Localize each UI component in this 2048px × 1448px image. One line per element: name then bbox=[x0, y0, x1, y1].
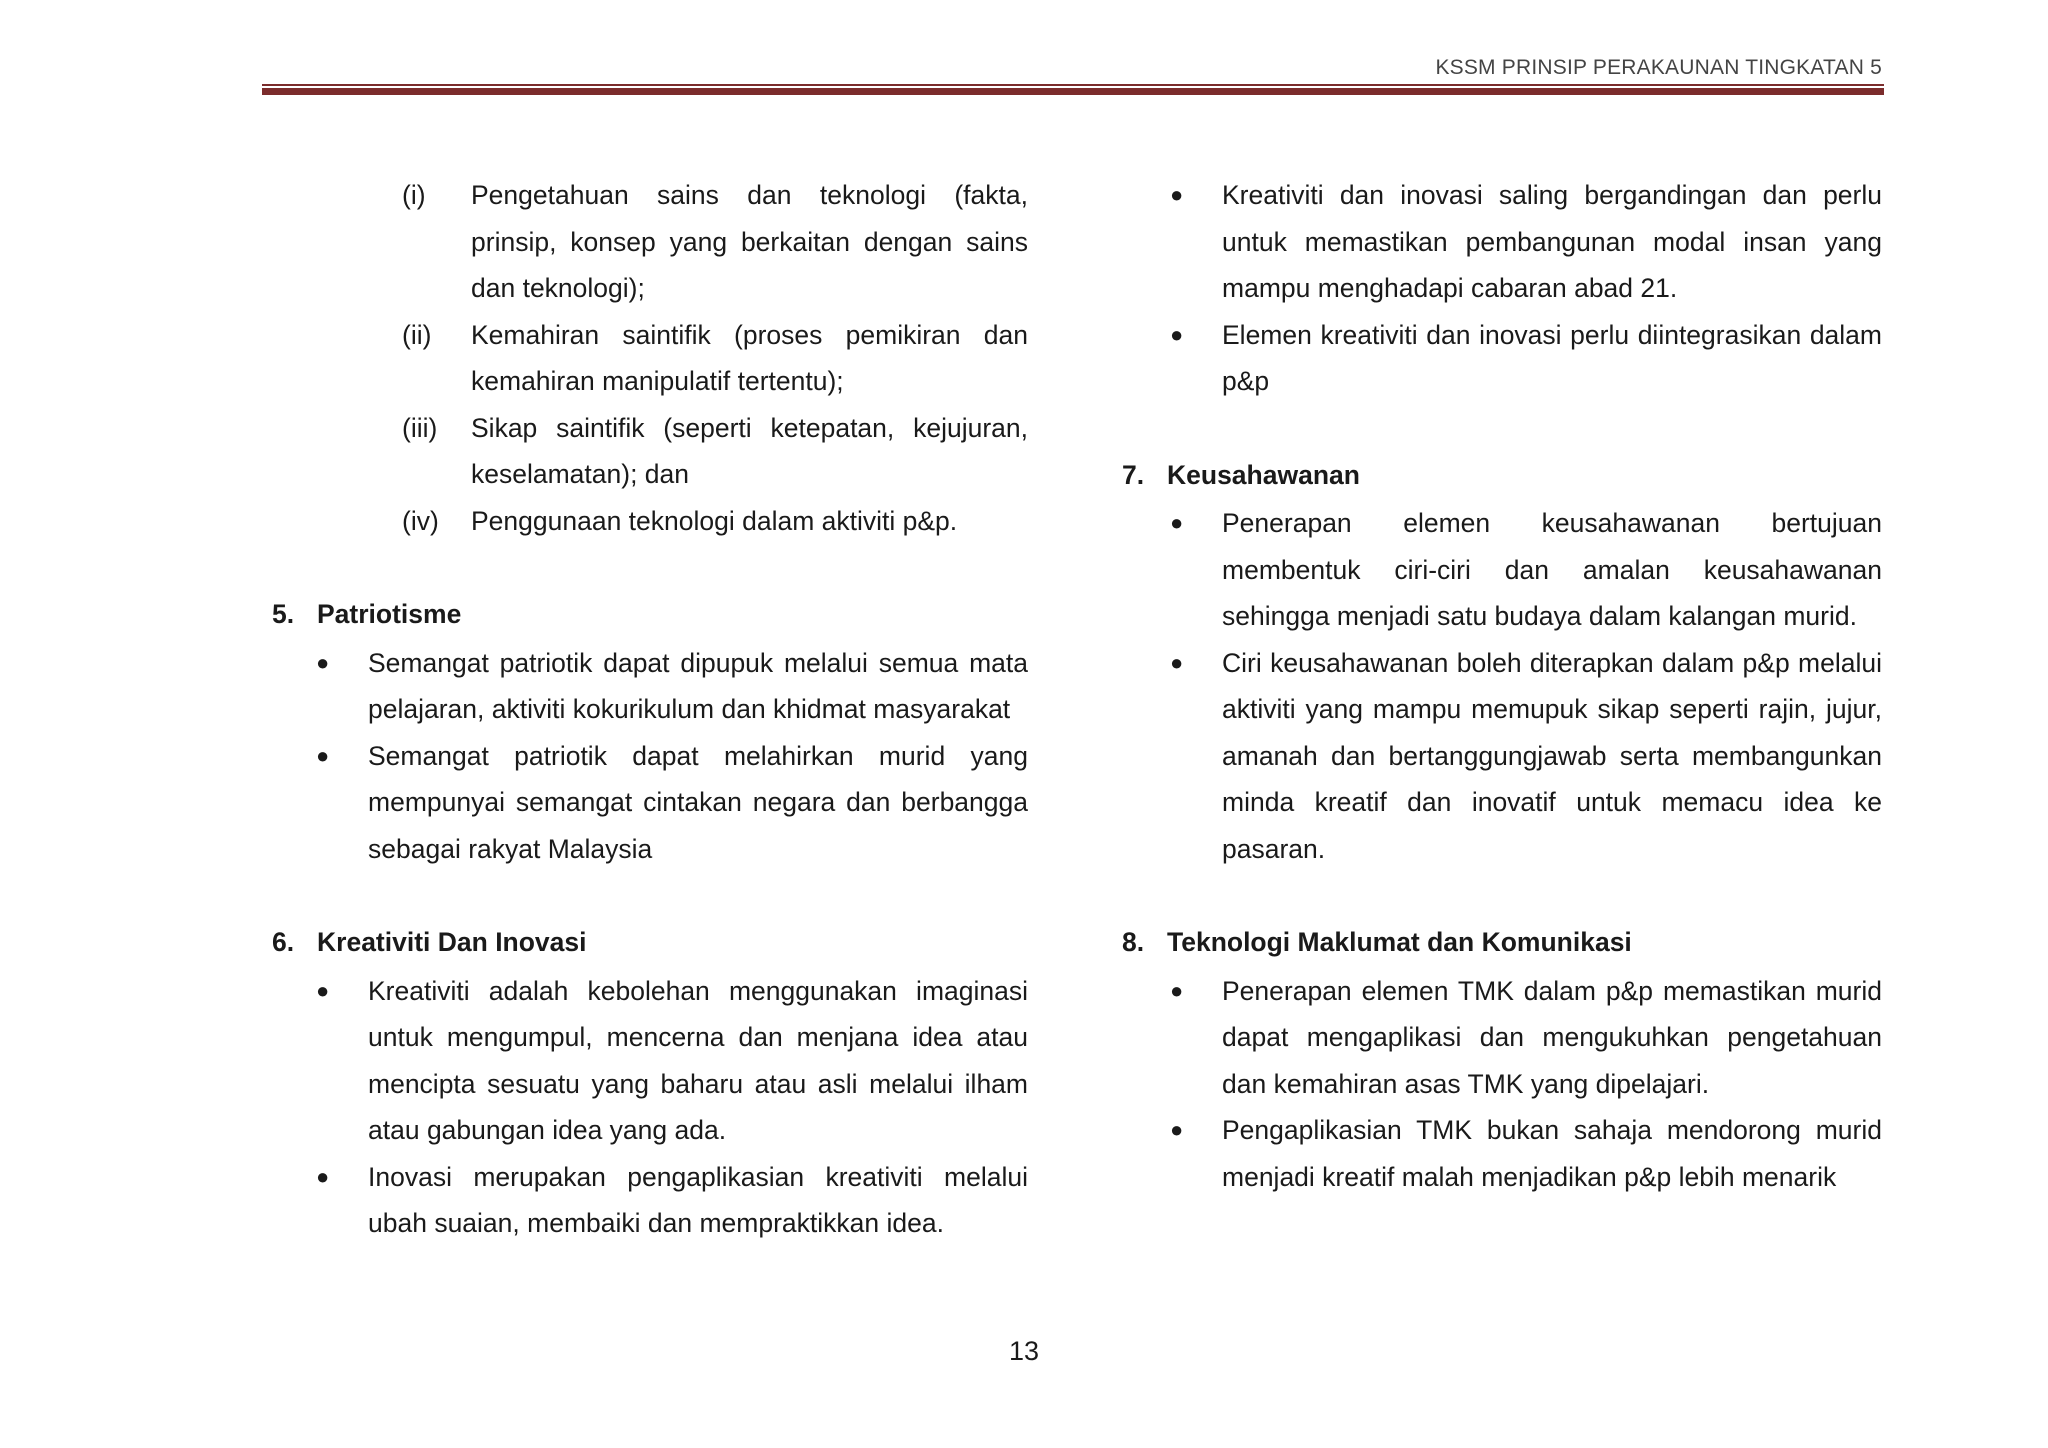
running-header: KSSM PRINSIP PERAKAUNAN TINGKATAN 5 bbox=[1435, 56, 1882, 79]
right-column bbox=[1122, 172, 1882, 1200]
bullet-item bbox=[1122, 500, 1882, 640]
section-heading-patriotisme bbox=[272, 591, 1028, 638]
section-title: Teknologi Maklumat dan Komunikasi bbox=[1167, 927, 1632, 957]
section-number: 7. bbox=[1122, 459, 1145, 490]
bullet-list bbox=[272, 968, 1028, 1247]
header-rule-thin bbox=[262, 84, 1884, 86]
section-number: 5. bbox=[272, 599, 295, 629]
roman-list bbox=[402, 172, 1028, 544]
section-heading-teknologi-maklumat-dan-komunikasi bbox=[1122, 919, 1882, 966]
roman-item bbox=[402, 172, 1028, 312]
bullet-list bbox=[1122, 500, 1882, 872]
bullet-item bbox=[272, 1154, 1028, 1247]
bullet-icon: ● bbox=[316, 649, 330, 675]
roman-marker: (iii) bbox=[402, 412, 438, 443]
bullet-text: Kreativiti adalah kebolehan menggunakan imaginasi untuk mengumpul, mencerna dan menjana idea atau mencipta sesuatu yang baharu atau asli melalui ilham atau gabungan idea yang ada. bbox=[368, 975, 1028, 1145]
bullet-item bbox=[272, 733, 1028, 873]
header-rule-thick bbox=[262, 88, 1884, 95]
bullet-item bbox=[1122, 312, 1882, 405]
bullet-list bbox=[272, 640, 1028, 873]
section-heading-kreativiti-dan-inovasi bbox=[272, 919, 1028, 966]
bullet-item bbox=[272, 968, 1028, 1154]
section-heading-keusahawanan bbox=[1122, 452, 1882, 499]
section-title: Patriotisme bbox=[317, 599, 462, 629]
bullet-icon: ● bbox=[1170, 1117, 1184, 1142]
roman-item bbox=[402, 405, 1028, 498]
bullet-text: Penerapan elemen TMK dalam p&p memastikan murid dapat mengaplikasi dan mengukuhkan pengetahuan dan kemahiran asas TMK yang dipelajari. bbox=[1222, 975, 1882, 1099]
section-number: 6. bbox=[272, 927, 295, 957]
bullet-text: Inovasi merupakan pengaplikasian kreativiti melalui ubah suaian, membaiki dan mempraktikkan idea. bbox=[368, 1161, 1028, 1238]
bullet-icon: ● bbox=[316, 1163, 330, 1189]
bullet-item bbox=[1122, 1107, 1882, 1200]
section-number: 8. bbox=[1122, 927, 1145, 957]
roman-text: Kemahiran saintifik (proses pemikiran dan kemahiran manipulatif tertentu); bbox=[471, 319, 1028, 396]
roman-item bbox=[402, 312, 1028, 405]
bullet-text: Pengaplikasian TMK bukan sahaja mendorong murid menjadi kreatif malah menjadikan p&p lebih menarik bbox=[1222, 1115, 1882, 1192]
roman-item bbox=[402, 498, 1028, 545]
bullet-icon: ● bbox=[1170, 649, 1184, 675]
bullet-list bbox=[1122, 968, 1882, 1201]
bullet-icon: ● bbox=[1170, 977, 1184, 1003]
page-number: 13 bbox=[1008, 1336, 1040, 1366]
bullet-icon: ● bbox=[1170, 182, 1184, 207]
bullet-item bbox=[1122, 968, 1882, 1108]
left-column bbox=[272, 172, 1028, 1247]
roman-marker: (iv) bbox=[402, 505, 439, 536]
bullet-text: Kreativiti dan inovasi saling bergandingan dan perlu untuk memastikan pembangunan modal insan yang mampu menghadapi cabaran abad 21. bbox=[1222, 180, 1882, 303]
bullet-text: Ciri keusahawanan boleh diterapkan dalam p&p melalui aktiviti yang mampu memupuk sikap seperti rajin, jujur, amanah dan bertanggungjawab serta membangunkan minda kreatif dan inovatif untuk memacu idea ke pasaran. bbox=[1222, 647, 1882, 864]
bullet-text: Semangat patriotik dapat dipupuk melalui semua mata pelajaran, aktiviti kokurikulum dan khidmat masyarakat bbox=[368, 647, 1028, 724]
roman-marker: (ii) bbox=[402, 319, 432, 350]
bullet-text: Penerapan elemen keusahawanan bertujuan membentuk ciri-ciri dan amalan keusahawanan sehingga menjadi satu budaya dalam kalangan murid. bbox=[1222, 508, 1882, 631]
bullet-icon: ● bbox=[1170, 510, 1184, 535]
roman-text: Penggunaan teknologi dalam aktiviti p&p. bbox=[471, 505, 958, 536]
roman-marker: (i) bbox=[402, 180, 426, 210]
bullet-text: Elemen kreativiti dan inovasi perlu diintegrasikan dalam p&p bbox=[1222, 319, 1882, 396]
bullet-list bbox=[1122, 172, 1882, 405]
bullet-icon: ● bbox=[1170, 321, 1184, 347]
section-title: Keusahawanan bbox=[1167, 459, 1360, 490]
bullet-item bbox=[1122, 172, 1882, 312]
roman-text: Sikap saintifik (seperti ketepatan, kejujuran, keselamatan); dan bbox=[471, 412, 1028, 489]
bullet-icon: ● bbox=[316, 977, 330, 1003]
bullet-item bbox=[272, 640, 1028, 733]
bullet-item bbox=[1122, 640, 1882, 873]
bullet-text: Semangat patriotik dapat melahirkan murid yang mempunyai semangat cintakan negara dan berbangga sebagai rakyat Malaysia bbox=[368, 740, 1028, 864]
section-title: Kreativiti Dan Inovasi bbox=[317, 927, 587, 957]
bullet-icon: ● bbox=[316, 742, 330, 768]
roman-text: Pengetahuan sains dan teknologi (fakta, prinsip, konsep yang berkaitan dengan sains dan teknologi); bbox=[471, 180, 1028, 303]
